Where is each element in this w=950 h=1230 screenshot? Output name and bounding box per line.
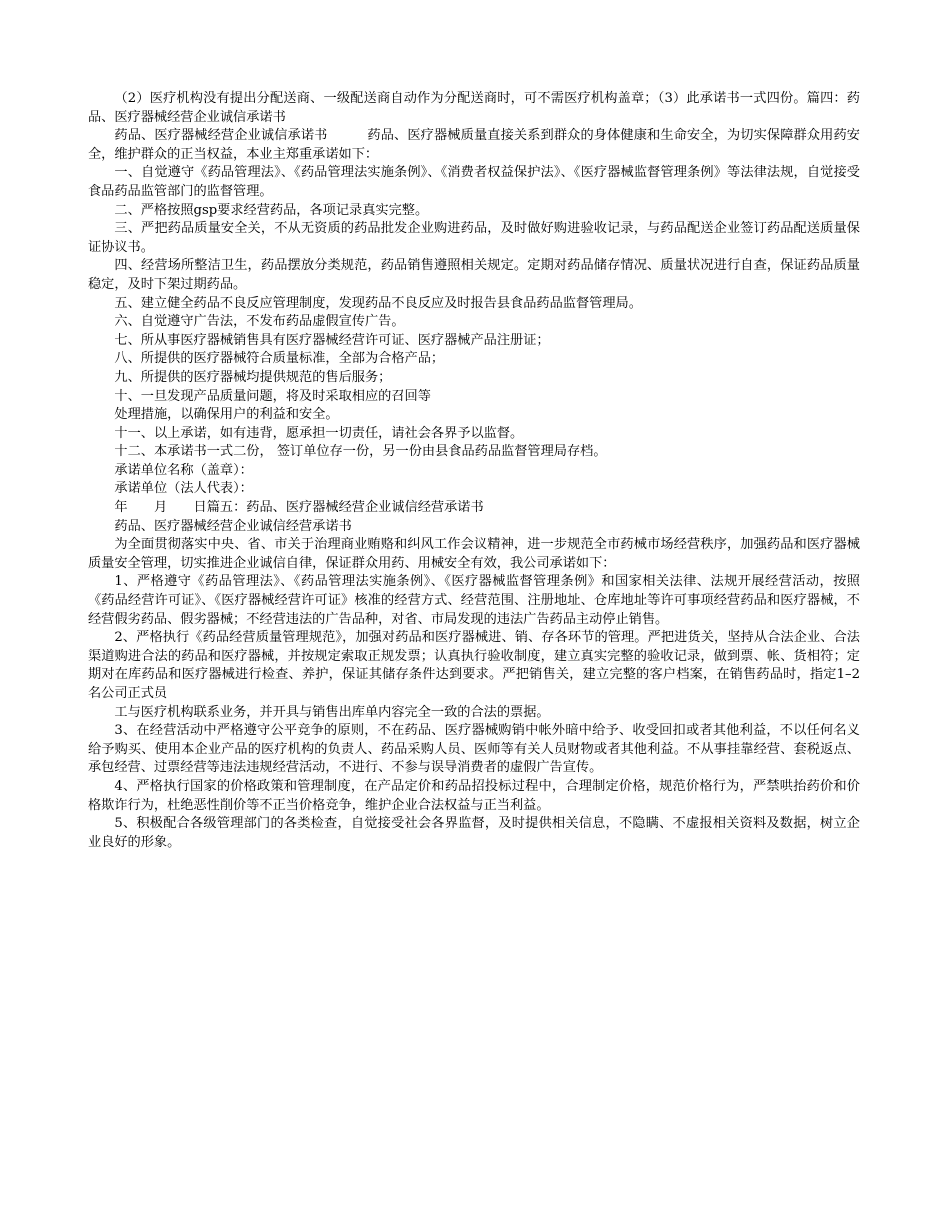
- paragraph: 十一、以上承诺，如有违背，愿承担一切责任，请社会各界予以监督。: [114, 425, 524, 441]
- paragraph: 五、建立健全药品不良反应管理制度，发现药品不良反应及时报告县食品药品监督管理局。: [114, 295, 642, 311]
- paragraph: 八、所提供的医疗器械符合质量标准，全部为合格产品；: [114, 351, 445, 367]
- date-line: 年 月 日篇五：药品、医疗器械经营企业诚信经营承诺书: [114, 500, 484, 516]
- paragraph: （2）医疗机构没有提出分配送商、一级配送商自动作为分配送商时，可不需医疗机构盖章；（3）此承诺书一式四份。篇四：药品、医疗器械经营企业诚信承诺书: [88, 91, 860, 125]
- paragraph: 工与医疗机构联系业务，并开具与销售出库单内容完全一致的合法的票据。: [114, 704, 550, 720]
- signature-unit-name: 承诺单位名称（盖章）：: [114, 462, 253, 478]
- paragraph: 2、严格执行《药品经营质量管理规范》，加强对药品和医疗器械进、销、存各环节的管理。严把进货关，坚持从合法企业、合法渠道购进合法的药品和医疗器械，并按规定索取正规发票；认真执行验收制度，建立真实完整的验收记录，做到票、帐、货相符；定期对在库药品和医疗器械进行检查、养护，保证其储存条件达到要求。严把销售关，建立完整的客户档案，在销售药品时，指定1–2名公司正式员: [88, 630, 860, 701]
- paragraph: 4、严格执行国家的价格政策和管理制度，在产品定价和药品招投标过程中，合理制定价格，规范价格行为，严禁哄抬药价和价格欺诈行为，杜绝恶性削价等不正当价格竞争，维护企业合法权益与正当利益。: [88, 778, 860, 813]
- signature-legal-rep: 承诺单位（法人代表）：: [114, 481, 253, 497]
- paragraph: 三、严把药品质量安全关，不从无资质的药品批发企业购进药品，及时做好购进验收记录，与药品配送企业签订药品配送质量保证协议书。: [88, 221, 860, 255]
- paragraph: 七、所从事医疗器械销售具有医疗器械经营许可证、医疗器械产品注册证；: [114, 332, 550, 348]
- paragraph: 四、经营场所整洁卫生，药品摆放分类规范，药品销售遵照相关规定。定期对药品储存情况、质量状况进行自查，保证药品质量稳定，及时下架过期药品。: [88, 258, 860, 292]
- paragraph: 1、严格遵守《药品管理法》、《药品管理法实施条例》、《医疗器械监督管理条例》和国家相关法律、法规开展经营活动，按照《药品经营许可证》、《医疗器械经营许可证》核准的经营方式、经营范围、注册地址、仓库地址等许可事项经营药品和医疗器械，不经营假劣药品、假劣器械；不经营违法的广告品种，对省、市局发现的违法广告药品主动停止销售。: [88, 574, 860, 627]
- paragraph: 为全面贯彻落实中央、省、市关于治理商业贿赂和纠风工作会议精神，进一步规范全市药械市场经营秩序，加强药品和医疗器械质量安全管理，切实推进企业诚信自律，保证群众用药、用械安全有效，我公司承诺如下：: [88, 537, 860, 571]
- paragraph: 3、在经营活动中严格遵守公平竞争的原则，不在药品、医疗器械购销中帐外暗中给予、收受回扣或者其他利益，不以任何名义给予购买、使用本企业产品的医疗机构的负责人、药品采购人员、医师等有关人员财物或者其他利益。不从事挂靠经营、套税返点、承包经营、过票经营等违法违规经营活动，不进行、不参与误导消费者的虚假广告宣传。: [88, 723, 860, 776]
- paragraph: 药品、医疗器械经营企业诚信承诺书 药品、医疗器械质量直接关系到群众的身体健康和生命安全，为切实保障群众用药安全，维护群众的正当权益，本业主郑重承诺如下：: [88, 128, 860, 162]
- document-body: [88, 90, 860, 852]
- paragraph: 九、所提供的医疗器械均提供规范的售后服务；: [114, 369, 392, 385]
- paragraph: 处理措施，以确保用户的利益和安全。: [114, 407, 339, 423]
- paragraph: 十二、本承诺书一式二份， 签订单位存一份，另一份由县食品药品监督管理局存档。: [114, 444, 607, 460]
- paragraph: 二、严格按照gsp要求经营药品，各项记录真实完整。: [114, 202, 429, 218]
- section-title: 药品、医疗器械经营企业诚信经营承诺书: [114, 518, 352, 534]
- paragraph: 十、一旦发现产品质量问题，将及时采取相应的召回等: [114, 388, 431, 404]
- paragraph: 5、积极配合各级管理部门的各类检查，自觉接受社会各界监督，及时提供相关信息，不隐瞒、不虚报相关资料及数据，树立企业良好的形象。: [88, 816, 860, 850]
- paragraph: 一、自觉遵守《药品管理法》、《药品管理法实施条例》、《消费者权益保护法》、《医疗器械监督管理条例》等法律法规，自觉接受食品药品监管部门的监督管理。: [88, 165, 860, 199]
- paragraph: 六、自觉遵守广告法，不发布药品虚假宣传广告。: [114, 314, 405, 330]
